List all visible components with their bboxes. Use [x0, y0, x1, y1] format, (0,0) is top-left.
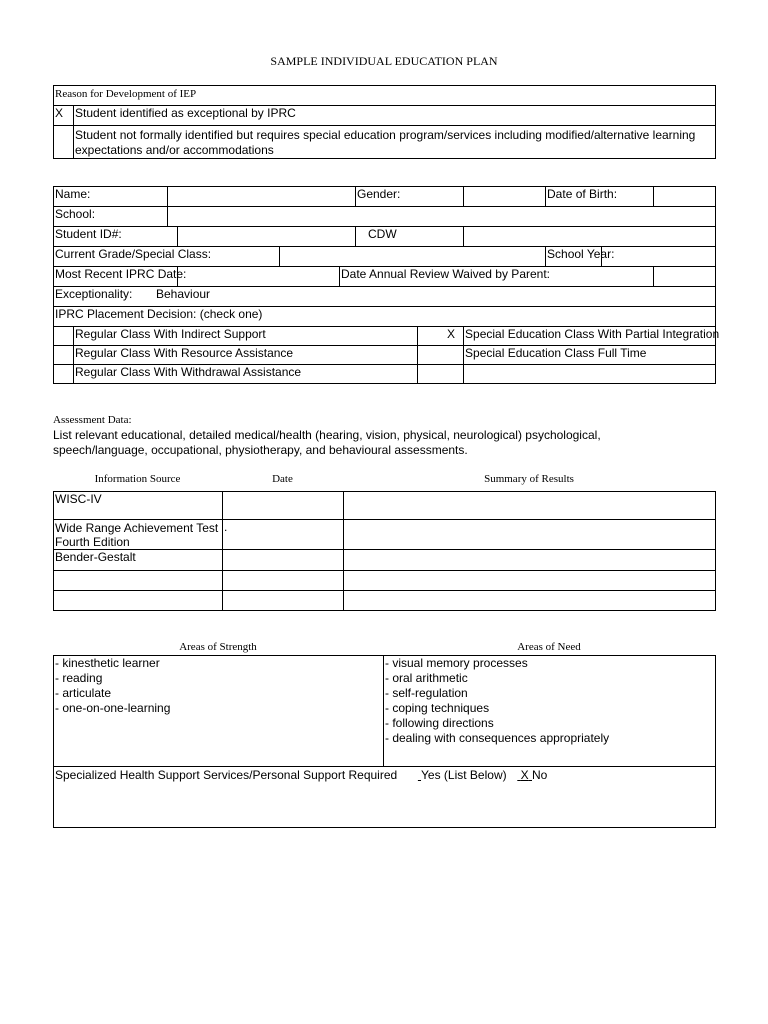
list-item: - coping techniques [385, 701, 490, 715]
school-year-label: School Year: [546, 247, 602, 267]
placement-label: IPRC Placement Decision: (check one) [54, 307, 716, 327]
exceptionality-label: Exceptionality: [55, 287, 133, 301]
yes-label: Yes (List Below) [421, 768, 507, 782]
table-row [54, 591, 716, 611]
student-id-value[interactable] [178, 227, 356, 247]
reason-table [53, 85, 716, 159]
document-title: SAMPLE INDIVIDUAL EDUCATION PLAN [270, 54, 498, 68]
placement-option-left-1: Regular Class With Indirect Support [74, 327, 418, 346]
placement-mark-right-2[interactable] [418, 346, 464, 365]
exceptionality-value: Behaviour [156, 287, 211, 301]
col-header-source: Information Source [94, 473, 181, 485]
no-label: No [532, 768, 548, 782]
list-item: - self-regulation [385, 686, 468, 700]
grade-label: Current Grade/Special Class: [54, 247, 280, 267]
list-item: - articulate [55, 686, 112, 700]
col-header-date: Date [272, 473, 293, 485]
cdw-value[interactable] [464, 227, 716, 247]
list-item: - dealing with consequences appropriately [385, 731, 610, 745]
no-checkbox[interactable]: X [520, 768, 529, 782]
assessment-source[interactable]: Bender-Gestalt [54, 550, 223, 571]
assessment-date[interactable] [223, 550, 344, 571]
reason-mark-1: X [54, 106, 74, 126]
iprc-date-label: Most Recent IPRC Date: [54, 267, 178, 287]
school-value[interactable] [168, 207, 716, 227]
table-row [54, 550, 716, 571]
dob-value[interactable] [654, 187, 716, 207]
list-item: - kinesthetic learner [55, 656, 160, 670]
list-item: - following directions [385, 716, 494, 730]
placement-option-right-2: Special Education Class Full Time [464, 346, 716, 365]
iprc-date-value[interactable] [178, 267, 340, 287]
needs-list [384, 656, 716, 767]
review-waived-value[interactable] [654, 267, 716, 287]
gender-label: Gender: [356, 187, 464, 207]
reason-text-2: Student not formally identified but requires special education program/services including modified/alternative learning expectations and/or accommodations [74, 126, 716, 159]
assessment-summary[interactable] [344, 571, 716, 591]
assessment-source[interactable] [54, 571, 223, 591]
student-info-table [53, 186, 720, 384]
table-row [54, 571, 716, 591]
health-support-row [54, 767, 716, 828]
assessment-summary[interactable] [344, 492, 716, 520]
health-support-label: Specialized Health Support Services/Personal Support Required [55, 768, 398, 782]
reason-mark-2 [54, 126, 74, 159]
assessment-source[interactable] [54, 591, 223, 611]
placement-mark-right-1[interactable]: X [418, 327, 464, 346]
assessment-date[interactable] [223, 591, 344, 611]
placement-option-right-1: Special Education Class With Partial Integration [464, 327, 716, 346]
reason-heading: Reason for Development of IEP [54, 86, 716, 106]
name-value[interactable] [168, 187, 356, 207]
assessment-summary[interactable] [344, 591, 716, 611]
placement-option-left-2: Regular Class With Resource Assistance [74, 346, 418, 365]
table-row [54, 492, 716, 520]
list-item: - visual memory processes [385, 656, 528, 670]
assessment-table [53, 491, 716, 611]
name-label: Name: [54, 187, 168, 207]
list-item: - reading [55, 671, 103, 685]
assessment-summary[interactable] [344, 520, 716, 550]
assessment-source[interactable]: Wide Range Achievement Test Fourth Edition [54, 520, 223, 550]
placement-mark-left-3[interactable] [54, 365, 74, 384]
review-waived-label: Date Annual Review Waived by Parent: [340, 267, 654, 287]
grade-value[interactable] [280, 247, 546, 267]
gender-value[interactable] [464, 187, 546, 207]
strengths-list [54, 656, 384, 767]
cdw-label: CDW [356, 227, 464, 247]
assessment-summary[interactable] [344, 550, 716, 571]
list-item: - one-on-one-learning [55, 701, 171, 715]
placement-option-right-3 [464, 365, 716, 384]
assessment-date[interactable] [223, 571, 344, 591]
strength-heading: Areas of Strength [179, 641, 257, 653]
school-label: School: [54, 207, 168, 227]
assessment-date[interactable] [223, 492, 344, 520]
list-item: - oral arithmetic [385, 671, 468, 685]
col-header-summary: Summary of Results [484, 473, 574, 485]
assessment-date[interactable]: . [223, 520, 344, 550]
table-row [54, 520, 716, 550]
placement-option-left-3: Regular Class With Withdrawal Assistance [74, 365, 418, 384]
need-heading: Areas of Need [517, 641, 581, 653]
student-id-label: Student ID#: [54, 227, 178, 247]
reason-text-1: Student identified as exceptional by IPRC [74, 106, 716, 126]
school-year-value[interactable] [602, 247, 716, 267]
placement-mark-left-2[interactable] [54, 346, 74, 365]
placement-mark-left-1[interactable] [54, 327, 74, 346]
strengths-needs-table [53, 655, 716, 828]
assessment-source[interactable]: WISC-IV [54, 492, 223, 520]
exceptionality-row [54, 287, 716, 307]
placement-mark-right-3[interactable] [418, 365, 464, 384]
dob-label: Date of Birth: [546, 187, 654, 207]
assessment-description: List relevant educational, detailed medical/health (hearing, vision, physical, neurological) psychological, speech/language, occupational, physiotherapy, and behavioural assessments. [53, 428, 601, 457]
assessment-heading: Assessment Data: [53, 414, 132, 426]
